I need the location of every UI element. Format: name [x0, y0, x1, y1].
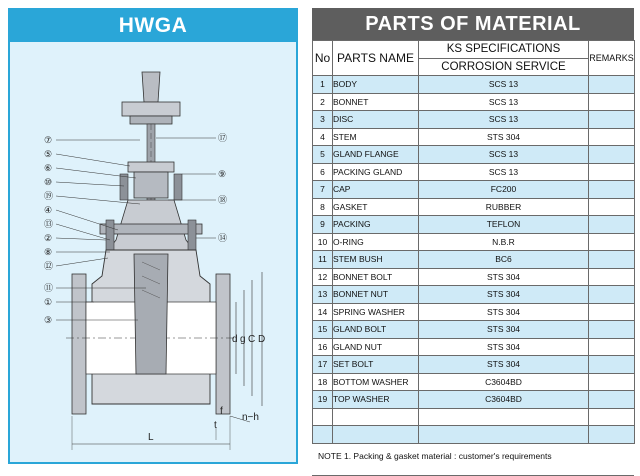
empty-cell: [419, 426, 589, 444]
callout-14: ⑭: [218, 233, 228, 243]
table-row: [313, 303, 635, 321]
cell-no: 9: [313, 216, 333, 234]
callout-5: ⑤: [44, 149, 53, 159]
cell-parts-name: TOP WASHER: [333, 391, 419, 409]
cell-no: 16: [313, 338, 333, 356]
cell-spec: STS 304: [419, 286, 589, 304]
cell-parts-name: SPRING WASHER: [333, 303, 419, 321]
table-row: [313, 268, 635, 286]
cell-spec: STS 304: [419, 303, 589, 321]
cell-parts-name: GASKET: [333, 198, 419, 216]
callout-2: ②: [44, 233, 53, 243]
dimension-L: L: [148, 432, 154, 443]
cell-remarks: [589, 321, 635, 339]
cell-parts-name: GLAND FLANGE: [333, 146, 419, 164]
dimension-g: g: [240, 334, 246, 345]
cell-remarks: [589, 303, 635, 321]
callout-13: ⑬: [44, 219, 54, 229]
cell-spec: RUBBER: [419, 198, 589, 216]
cell-parts-name: DISC: [333, 111, 419, 129]
header-corrosion-service: CORROSION SERVICE: [419, 58, 589, 76]
header-ks-specifications: KS SPECIFICATIONS: [419, 41, 589, 59]
disc: [134, 254, 168, 374]
empty-cell: [419, 408, 589, 426]
table-row: [313, 321, 635, 339]
cell-spec: SCS 13: [419, 93, 589, 111]
cell-no: 10: [313, 233, 333, 251]
cell-remarks: [589, 198, 635, 216]
cell-spec: N.B.R: [419, 233, 589, 251]
parts-table-body: [313, 76, 635, 444]
callout-8: ⑧: [44, 247, 53, 257]
cell-parts-name: BONNET NUT: [333, 286, 419, 304]
cell-spec: SCS 13: [419, 146, 589, 164]
cell-remarks: [589, 163, 635, 181]
cell-no: 12: [313, 268, 333, 286]
cell-parts-name: GLAND NUT: [333, 338, 419, 356]
cell-no: 2: [313, 93, 333, 111]
cell-no: 17: [313, 356, 333, 374]
parts-table-title: PARTS OF MATERIAL: [312, 8, 634, 40]
table-row: [313, 93, 635, 111]
cell-no: 6: [313, 163, 333, 181]
table-row: [313, 356, 635, 374]
valve-cross-section-drawing: [10, 44, 296, 462]
callout-18: ⑱: [218, 195, 228, 205]
cell-spec: STS 304: [419, 356, 589, 374]
cell-remarks: [589, 233, 635, 251]
callout-9: ⑨: [218, 169, 227, 179]
cell-spec: FC200: [419, 181, 589, 199]
cell-spec: SCS 13: [419, 163, 589, 181]
table-header-row: [313, 41, 635, 59]
cell-spec: TEFLON: [419, 216, 589, 234]
table-row: [313, 391, 635, 409]
callout-1: ①: [44, 297, 53, 307]
cell-no: 15: [313, 321, 333, 339]
cell-spec: BC6: [419, 251, 589, 269]
empty-cell: [333, 408, 419, 426]
cell-remarks: [589, 338, 635, 356]
cell-spec: SCS 13: [419, 76, 589, 94]
cell-no: 14: [313, 303, 333, 321]
table-row: [313, 338, 635, 356]
cell-parts-name: GLAND BOLT: [333, 321, 419, 339]
callout-10: ⑩: [44, 177, 53, 187]
callout-7: ⑦: [44, 135, 53, 145]
cell-parts-name: CAP: [333, 181, 419, 199]
dimension-f: f: [220, 406, 223, 417]
cell-remarks: [589, 356, 635, 374]
valve-drawing-panel: [8, 8, 298, 464]
cell-no: 1: [313, 76, 333, 94]
table-row-empty: [313, 426, 635, 444]
table-row: [313, 233, 635, 251]
dimension-t: t: [214, 420, 217, 431]
cell-no: 8: [313, 198, 333, 216]
table-row: [313, 76, 635, 94]
table-row: [313, 373, 635, 391]
cell-remarks: [589, 146, 635, 164]
table-row: [313, 111, 635, 129]
cell-parts-name: SET BOLT: [333, 356, 419, 374]
empty-cell: [313, 408, 333, 426]
cell-no: 3: [313, 111, 333, 129]
parts-of-material-panel: [312, 8, 634, 476]
header-remarks: REMARKS: [589, 41, 635, 76]
cell-remarks: [589, 251, 635, 269]
dimension-C: C: [248, 334, 256, 345]
table-row-empty: [313, 408, 635, 426]
cell-parts-name: PACKING GLAND: [333, 163, 419, 181]
footnote: NOTE 1. Packing & gasket material : customer's requirements: [318, 450, 552, 461]
cell-remarks: [589, 181, 635, 199]
cell-parts-name: STEM BUSH: [333, 251, 419, 269]
cell-remarks: [589, 373, 635, 391]
callout-6: ⑥: [44, 163, 53, 173]
cell-no: 4: [313, 128, 333, 146]
cell-no: 18: [313, 373, 333, 391]
cell-no: 7: [313, 181, 333, 199]
cell-spec: C3604BD: [419, 373, 589, 391]
header-no: No: [313, 41, 333, 76]
table-row: [313, 286, 635, 304]
cell-parts-name: BODY: [333, 76, 419, 94]
cell-parts-name: PACKING: [333, 216, 419, 234]
cell-parts-name: BONNET: [333, 93, 419, 111]
cell-spec: STS 304: [419, 128, 589, 146]
table-row: [313, 181, 635, 199]
table-row: [313, 146, 635, 164]
callout-3: ③: [44, 315, 53, 325]
cell-no: 11: [313, 251, 333, 269]
empty-cell: [333, 426, 419, 444]
table-row: [313, 128, 635, 146]
cell-parts-name: BOTTOM WASHER: [333, 373, 419, 391]
cell-spec: SCS 13: [419, 111, 589, 129]
cell-parts-name: STEM: [333, 128, 419, 146]
table-row: [313, 251, 635, 269]
cell-remarks: [589, 93, 635, 111]
empty-cell: [313, 426, 333, 444]
dimension-d: d: [232, 334, 238, 345]
callout-11: ⑪: [44, 283, 54, 293]
cell-remarks: [589, 286, 635, 304]
handwheel-cap: [122, 72, 180, 124]
table-row: [313, 163, 635, 181]
gland-assembly: [120, 162, 182, 200]
cell-parts-name: O-RING: [333, 233, 419, 251]
parts-table: [312, 40, 635, 444]
empty-cell: [589, 426, 635, 444]
cell-remarks: [589, 128, 635, 146]
cell-no: 13: [313, 286, 333, 304]
callout-4: ④: [44, 205, 53, 215]
cell-spec: STS 304: [419, 321, 589, 339]
cell-remarks: [589, 391, 635, 409]
cell-spec: C3604BD: [419, 391, 589, 409]
table-row: [313, 216, 635, 234]
cell-no: 19: [313, 391, 333, 409]
cell-spec: STS 304: [419, 268, 589, 286]
callout-19: ⑲: [44, 191, 54, 201]
callout-17: ⑰: [218, 133, 228, 143]
cell-parts-name: BONNET BOLT: [333, 268, 419, 286]
cell-remarks: [589, 111, 635, 129]
empty-cell: [589, 408, 635, 426]
cell-spec: STS 304: [419, 338, 589, 356]
drawing-title: HWGA: [10, 10, 296, 42]
cell-remarks: [589, 216, 635, 234]
callout-12: ⑫: [44, 261, 54, 271]
dimension-D: D: [258, 334, 266, 345]
cell-remarks: [589, 76, 635, 94]
table-row: [313, 198, 635, 216]
cell-remarks: [589, 268, 635, 286]
cell-no: 5: [313, 146, 333, 164]
header-parts-name: PARTS NAME: [333, 41, 419, 76]
dimension-n-h: n−h: [242, 412, 259, 423]
